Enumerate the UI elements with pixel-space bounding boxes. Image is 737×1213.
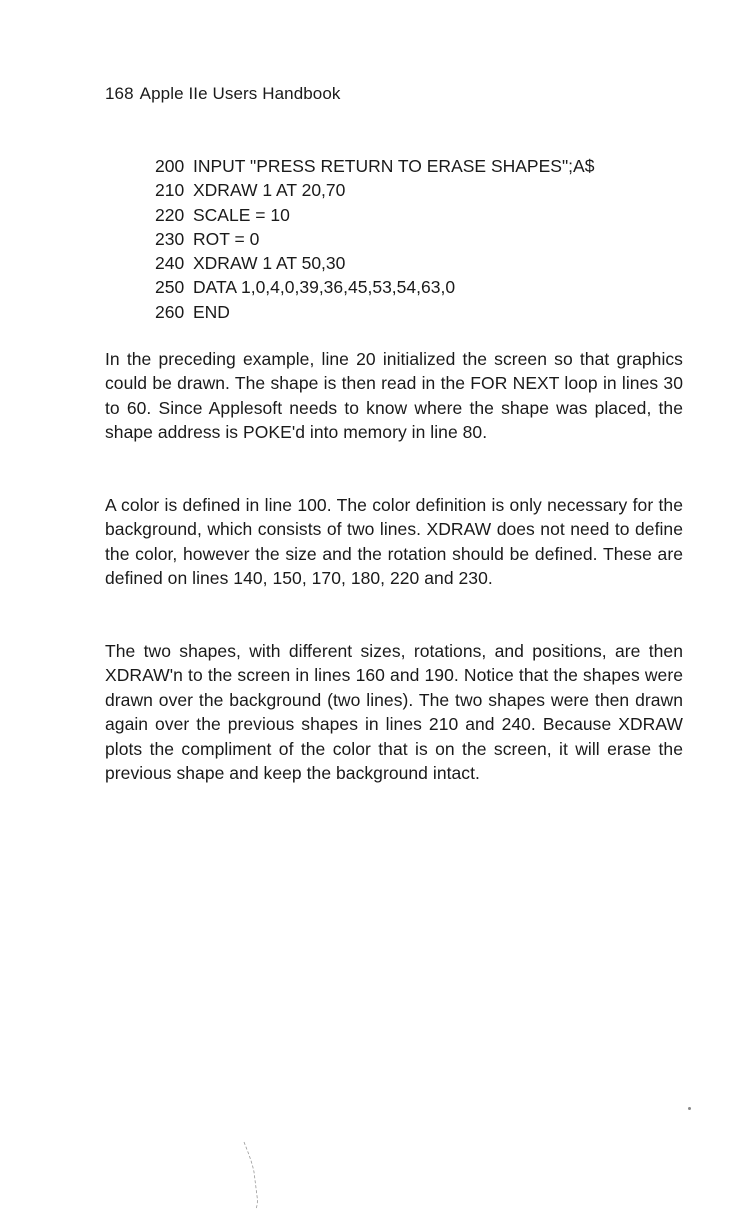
line-number: 230 bbox=[155, 228, 185, 249]
code-line bbox=[155, 178, 594, 202]
code-statement: DATA 1,0,4,0,39,36,45,53,54,63,0 bbox=[193, 277, 456, 298]
code-statement: XDRAW 1 AT 20,70 bbox=[193, 180, 346, 201]
code-line bbox=[155, 154, 594, 178]
code-line bbox=[155, 300, 594, 324]
book-title: Apple IIe Users Handbook bbox=[139, 84, 341, 103]
code-statement: INPUT "PRESS RETURN TO ERASE SHAPES";A$ bbox=[193, 156, 595, 176]
line-number: 240 bbox=[155, 253, 185, 274]
running-head bbox=[105, 84, 341, 104]
line-number: 210 bbox=[155, 180, 185, 201]
scan-speck bbox=[688, 1107, 691, 1110]
line-number: 220 bbox=[155, 204, 185, 225]
code-line bbox=[155, 227, 594, 251]
code-statement: ROT = 0 bbox=[193, 228, 260, 249]
line-number: 260 bbox=[155, 301, 185, 322]
line-number: 250 bbox=[155, 277, 185, 298]
body-paragraph: In the preceding example, line 20 initialized the screen so that graphics could be drawn. The shape is then read in the FOR NEXT loop in lines 30 to 60. Since Applesoft needs to know where the shape was placed, the shape address is POKE'd into memory in line 80. bbox=[105, 349, 683, 443]
code-statement: END bbox=[193, 301, 230, 322]
body-paragraph: A color is defined in line 100. The color definition is only necessary for the background, which consists of two lines. XDRAW does not need to define the color, however the size and the rotation should be defined. These are defined on lines 140, 150, 170, 180, 220 and 230. bbox=[105, 495, 683, 589]
code-line bbox=[155, 275, 594, 299]
code-statement: SCALE = 10 bbox=[193, 204, 290, 225]
body-paragraph: The two shapes, with different sizes, rotations, and positions, are then XDRAW'n to the screen in lines 160 and 190. Notice that the shapes were drawn over the background (two lines). The two shapes were then drawn again over the previous shapes in lines 210 and 240. Because XDRAW plots the compliment of the color that is on the screen, it will erase the previous shape and keep the background intact. bbox=[105, 641, 683, 784]
basic-code-listing bbox=[155, 154, 594, 324]
scan-artifact-mark bbox=[242, 1140, 264, 1210]
page-number: 168 bbox=[105, 84, 134, 103]
code-line bbox=[155, 251, 594, 275]
code-statement: XDRAW 1 AT 50,30 bbox=[193, 253, 346, 274]
line-number: 200 bbox=[155, 156, 185, 176]
code-line bbox=[155, 203, 594, 227]
